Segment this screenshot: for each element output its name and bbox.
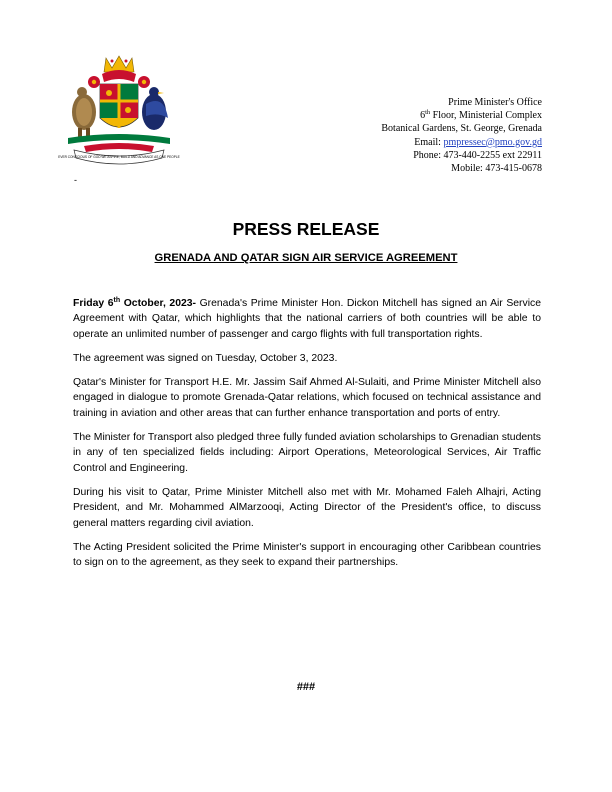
office-address-block bbox=[282, 96, 542, 175]
office-name: Prime Minister's Office bbox=[448, 97, 542, 108]
page-title: PRESS RELEASE bbox=[232, 219, 380, 239]
paragraph-6: The Acting President solicited the Prime Minister's support in encouraging other Caribbean countries to sign on to the agreement, as they seek to expand their partnerships. bbox=[73, 541, 541, 569]
office-floor: 6th Floor, Ministerial Complex bbox=[420, 109, 542, 122]
office-mobile: Mobile: 473-415-0678 bbox=[451, 163, 542, 175]
release-body bbox=[73, 296, 541, 579]
end-mark: ### bbox=[296, 681, 316, 693]
paragraph-5: During his visit to Qatar, Prime Minister Mitchell also met with Mr. Mohamed Faleh Alhajri, Acting President, and Mr. Mohammed AlMarzooqi, Acting Director of the President's office, to discuss general matters regarding civil aviation. bbox=[73, 486, 541, 529]
dateline: Friday 6th October, 2023- bbox=[73, 297, 196, 309]
office-location: Botanical Gardens, St. George, Grenada bbox=[381, 123, 542, 135]
stray-mark: - bbox=[74, 175, 77, 185]
release-headline: GRENADA AND QATAR SIGN AIR SERVICE AGREEMENT bbox=[154, 252, 458, 264]
email-link[interactable]: pmpressec@pmo.gov.gd bbox=[443, 136, 542, 148]
paragraph-1: Friday 6th October, 2023- Grenada's Prime Minister Hon. Dickon Mitchell has signed an Air Service Agreement with Qatar, which highlights that the national carriers of both countries will be able to operate an unlimited number of passenger and cargo flights with full transportation rights. bbox=[73, 297, 541, 340]
paragraph-4: The Minister for Transport also pledged three fully funded aviation scholarships to Grenadian students in any of ten specialized fields including: Airport Operations, Meteorological Services, Air Traffic Control and Engineering. bbox=[73, 432, 541, 474]
motto-scroll-text: EVER CONSCIOUS OF GOD WE ASPIRE, BUILD AND ADVANCE AS ONE PEOPLE bbox=[58, 155, 180, 159]
paragraph-2: The agreement was signed on Tuesday, October 3, 2023. bbox=[73, 352, 338, 364]
office-email: Email: pmpressec@pmo.gov.gd bbox=[414, 136, 542, 148]
office-phone: Phone: 473-440-2255 ext 22911 bbox=[413, 149, 542, 161]
coat-of-arms-emblem bbox=[54, 52, 184, 172]
paragraph-3: Qatar's Minister for Transport H.E. Mr. Jassim Saif Ahmed Al-Sulaiti, and Prime Minister Mitchell also engaged in dialogue to promote Grenada-Qatar relations, which focused on technical assistance and training in aviation and other areas that can further enhance transportation and ports of entry. bbox=[73, 377, 541, 419]
